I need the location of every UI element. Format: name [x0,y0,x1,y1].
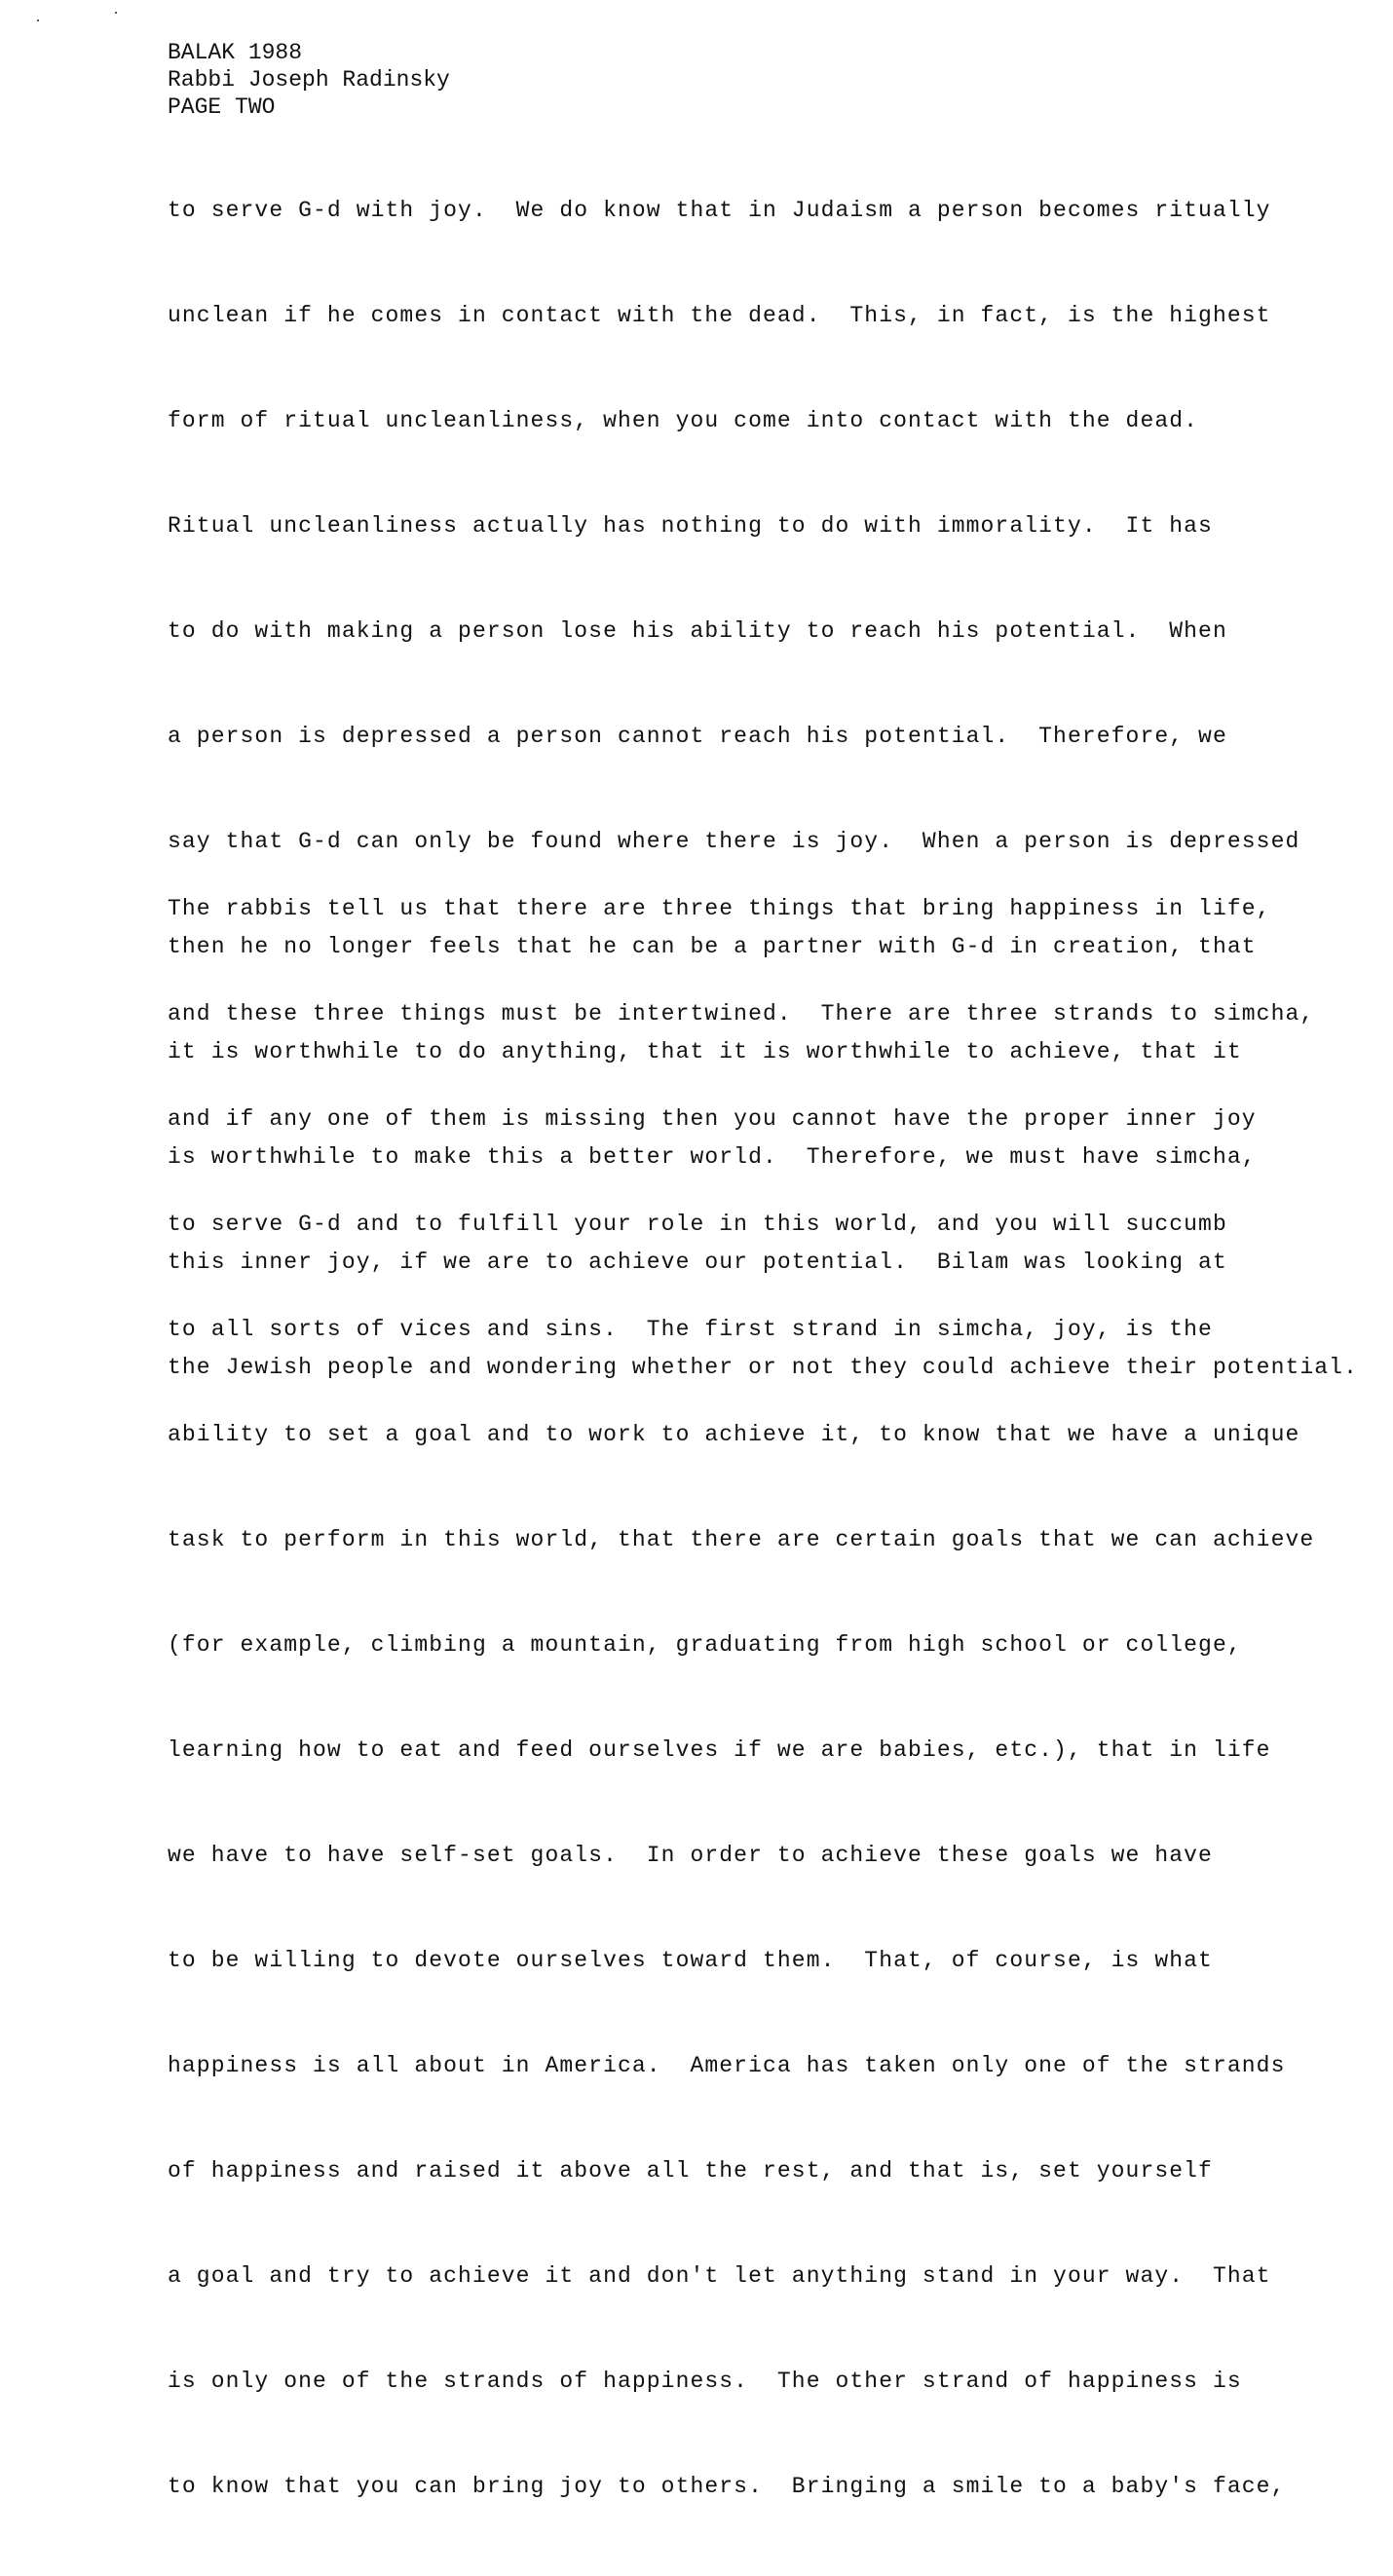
text-line: to do with making a person lose his ability to reach his potential. When [168,618,1227,644]
header-page-label: PAGE TWO [168,94,276,120]
text-line: learning how to eat and feed ourselves if we are babies, etc.), that in life [168,1737,1271,1763]
text-line: say that G-d can only be found where there is joy. When a person is depressed [168,829,1300,854]
text-line: form of ritual uncleanliness, when you come into contact with the dead. [168,408,1199,433]
text-line: to be willing to devote ourselves toward them. That, of course, is what [168,1948,1213,1973]
text-line: a person is depressed a person cannot reach his potential. Therefore, we [168,724,1227,749]
text-line: a goal and try to achieve it and don't let anything stand in your way. That [168,2263,1271,2289]
text-line: Ritual uncleanliness actually has nothing to do with immorality. It has [168,513,1213,539]
text-line: of happiness and raised it above all the rest, and that is, set yourself [168,2158,1213,2184]
text-line: the Jewish people and wondering whether or not they could achieve their potential. [168,1355,1358,1380]
document-header [168,39,450,121]
text-line: ability to set a goal and to work to achieve it, to know that we have a unique [168,1422,1300,1447]
header-title: BALAK 1988 [168,40,303,65]
text-line: is only one of the strands of happiness. The other strand of happiness is [168,2369,1242,2394]
text-line: (for example, climbing a mountain, graduating from high school or college, [168,1632,1242,1658]
text-line: unclean if he comes in contact with the dead. This, in fact, is the highest [168,303,1271,328]
text-line: we have to have self-set goals. In order to achieve these goals we have [168,1843,1213,1868]
text-line: happiness is all about in America. America has taken only one of the strands [168,2053,1286,2078]
text-line: task to perform in this world, that there are certain goals that we can achieve [168,1527,1315,1552]
text-line: to all sorts of vices and sins. The first strand in simcha, joy, is the [168,1317,1213,1342]
text-line: to know that you can bring joy to others. Bringing a smile to a baby's face, [168,2474,1286,2499]
text-line: to serve G-d with joy. We do know that in Judaism a person becomes ritually [168,198,1271,223]
text-line: and if any one of them is missing then you cannot have the proper inner joy [168,1106,1257,1132]
header-author: Rabbi Joseph Radinsky [168,67,450,93]
scan-speck [37,19,39,21]
text-line: this inner joy, if we are to achieve our potential. Bilam was looking at [168,1250,1227,1275]
text-line: is worthwhile to make this a better world. Therefore, we must have simcha, [168,1144,1257,1170]
text-line: it is worthwhile to do anything, that it is worthwhile to achieve, that it [168,1039,1242,1064]
paragraph-2 [168,842,1314,2576]
text-line: and these three things must be intertwined. There are three strands to simcha, [168,1001,1315,1027]
scan-speck [115,12,117,14]
text-line: to serve G-d and to fulfill your role in this world, and you will succumb [168,1212,1227,1237]
text-line: then he no longer feels that he can be a partner with G-d in creation, that [168,934,1257,959]
text-line: The rabbis tell us that there are three things that bring happiness in life, [168,896,1271,921]
